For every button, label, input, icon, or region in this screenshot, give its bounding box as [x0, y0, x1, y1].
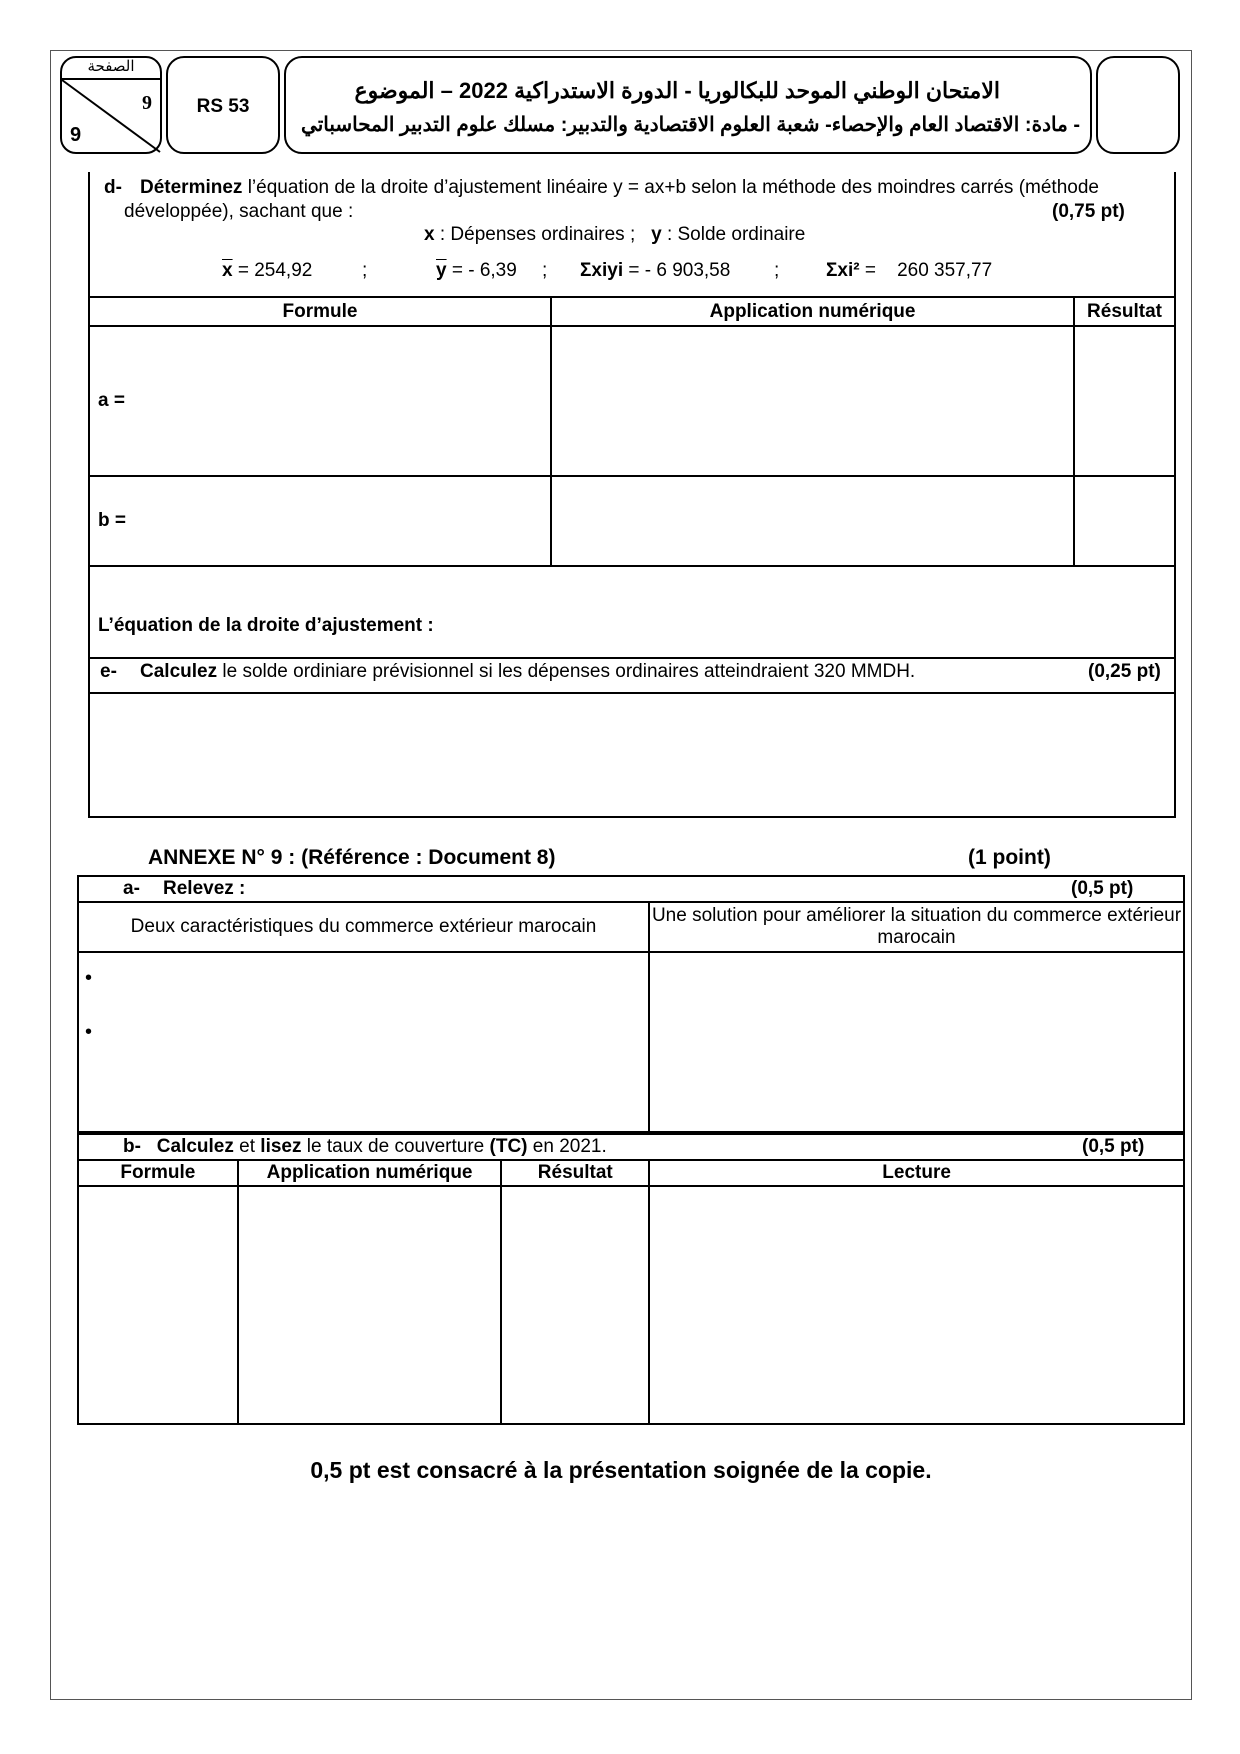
annexe-b-application-cell[interactable] — [238, 1186, 502, 1424]
section-d-points: (0,75 pt) — [1052, 201, 1125, 222]
header-blank-box — [1096, 56, 1180, 154]
section-d-line1 — [140, 177, 1099, 199]
annexe-a-points: (0,5 pt) — [1071, 878, 1134, 899]
sum-xy-symbol: Σxiyi — [580, 260, 624, 281]
annexe-a-col1: Deux caractéristiques du commerce extérieur marocain — [78, 902, 649, 952]
col-resultat: Résultat — [1074, 297, 1175, 326]
annexe-b-text1: le taux de couverture — [306, 1136, 485, 1157]
page-total: 9 — [70, 124, 82, 146]
stat-xbar — [222, 260, 312, 282]
ybar-value: = - 6,39 — [451, 260, 517, 281]
section-e-verb: Calculez — [140, 661, 218, 682]
sum-x2-value: = 260 357,77 — [864, 260, 993, 281]
annexe-b-tc: (TC) — [489, 1136, 528, 1157]
section-d-text-line2: développée), sachant que : — [124, 201, 354, 222]
stat-sum-xy — [580, 260, 730, 282]
footer-note: 0,5 pt est consacré à la présentation soignée de la copie. — [310, 1457, 932, 1483]
annexe-a-col2: Une solution pour améliorer la situation du commerce extérieur marocain — [649, 902, 1184, 952]
exam-title-line2: - مادة: الاقتصاد العام والإحصاء- شعبة العلوم الاقتصادية والتدبير: مسلك علوم التدبير المحاسباتي — [301, 114, 1080, 136]
annexe-b-lecture-cell[interactable] — [649, 1186, 1184, 1424]
page-number-box — [60, 56, 162, 154]
annexe-a-label: a- — [123, 878, 140, 899]
section-e-line — [140, 661, 915, 683]
annexe-b-line — [123, 1136, 607, 1158]
stat-separator-1: ; — [362, 260, 368, 281]
section-e-label: e- — [100, 661, 117, 682]
section-e-answer-area[interactable] — [90, 695, 1174, 815]
stat-separator-2: ; — [542, 260, 548, 281]
exam-code-box — [166, 56, 280, 154]
xbar-value: = 254,92 — [237, 260, 313, 281]
annexe-b-header — [78, 1134, 1184, 1160]
annexe-b-verb2: lisez — [260, 1136, 302, 1157]
exam-code: RS 53 — [196, 96, 250, 117]
annexe-points: (1 point) — [968, 846, 1051, 869]
col-formule: Formule — [89, 297, 551, 326]
annexe-b-label: b- — [123, 1136, 141, 1157]
xbar-symbol: $\overline{x}$ — [222, 260, 233, 281]
page-current: 9 — [142, 92, 152, 114]
row-b-label: b = — [89, 476, 551, 566]
stat-ybar — [436, 260, 517, 282]
exam-title-line1: الامتحان الوطني الموحد للبكالوريا - الدورة الاستدراكية 2022 – الموضوع — [354, 78, 1000, 103]
row-a-label: a = — [89, 326, 551, 476]
section-d-text-line1: l’équation de la droite d’ajustement linéaire y = ax+b selon la méthode des moindres carrés (méthode — [247, 177, 1099, 198]
annexe-b-col-formule: Formule — [78, 1160, 238, 1186]
annexe-a-table — [77, 875, 1185, 1133]
annexe-b-table — [77, 1133, 1185, 1425]
section-e-text: le solde ordiniare prévisionnel si les dépenses ordinaires atteindraient 320 MMDH. — [222, 661, 916, 682]
annexe-b-verb1: Calculez — [156, 1136, 234, 1157]
annexe-a-solution[interactable] — [649, 952, 1184, 1132]
x-variable-definition: : Dépenses ordinaires ; — [439, 224, 636, 245]
annexe-b-col-application: Application numérique — [238, 1160, 502, 1186]
section-d-label: d- — [104, 177, 122, 198]
annexe-title: ANNEXE N° 9 : (Référence : Document 8) — [148, 846, 556, 869]
row-b-application[interactable] — [551, 476, 1074, 566]
ybar-symbol: $\overline{y}$ — [436, 260, 447, 281]
y-variable-label: y — [651, 224, 662, 245]
section-d-table — [88, 296, 1176, 659]
annexe-a-text: Relevez : — [163, 878, 246, 899]
bullet-2: • — [85, 1021, 93, 1043]
col-application: Application numérique — [551, 297, 1074, 326]
section-d-verb: Déterminez — [140, 177, 243, 198]
annexe-b-resultat-cell[interactable] — [501, 1186, 649, 1424]
variable-definitions — [424, 224, 805, 246]
annexe-b-col-lecture: Lecture — [649, 1160, 1184, 1186]
page-label: الصفحة — [87, 58, 135, 75]
annexe-b-points: (0,5 pt) — [1082, 1136, 1145, 1157]
equation-cell[interactable] — [89, 566, 1175, 658]
exam-title-box — [284, 56, 1092, 154]
y-variable-definition: : Solde ordinaire — [666, 224, 806, 245]
row-b-resultat[interactable] — [1074, 476, 1175, 566]
stat-sum-x2 — [826, 260, 992, 282]
row-a-application[interactable] — [551, 326, 1074, 476]
sum-xy-value: = - 6 903,58 — [628, 260, 731, 281]
row-a-resultat[interactable] — [1074, 326, 1175, 476]
sum-x2-symbol: Σxi² — [826, 260, 860, 281]
section-e-points: (0,25 pt) — [1088, 661, 1161, 682]
annexe-b-et: et — [239, 1136, 256, 1157]
bullet-1: • — [85, 967, 93, 989]
annexe-b-col-resultat: Résultat — [501, 1160, 649, 1186]
annexe-b-formule-cell[interactable] — [78, 1186, 238, 1424]
annexe-b-text2: en 2021. — [532, 1136, 607, 1157]
equation-label: L’équation de la droite d’ajustement : — [98, 615, 434, 636]
x-variable-label: x — [424, 224, 435, 245]
annexe-a-header — [78, 876, 1184, 902]
stat-separator-3: ; — [774, 260, 780, 281]
section-e-divider — [88, 692, 1176, 694]
annexe-a-characteristics[interactable] — [78, 952, 649, 1132]
